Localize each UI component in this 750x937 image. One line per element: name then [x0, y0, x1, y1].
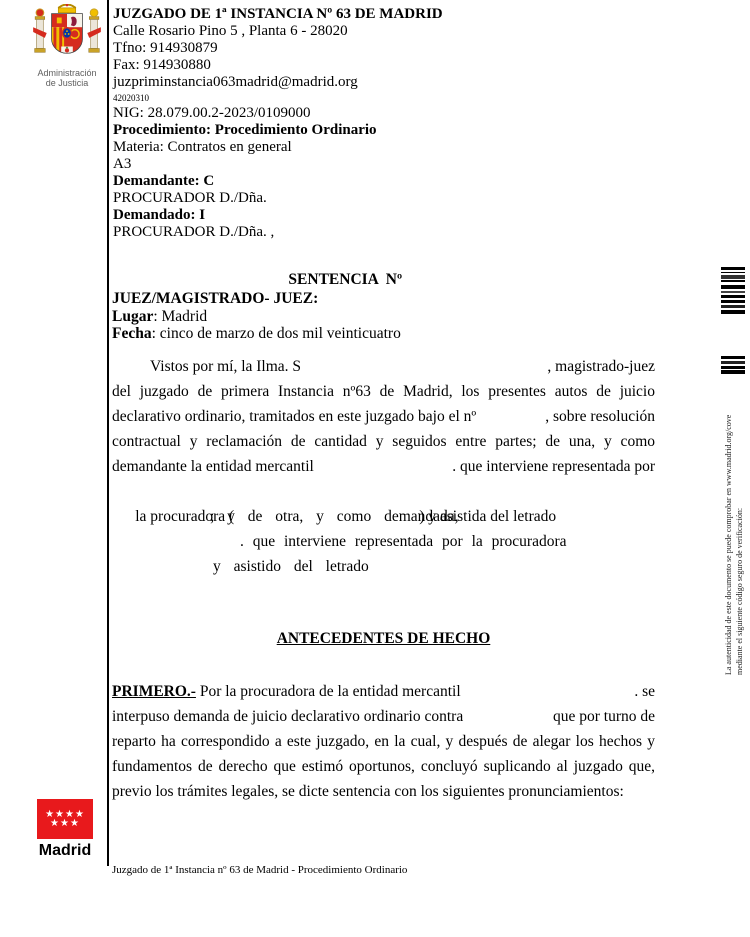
vistos-line-5-left: demandante la entidad mercantil	[112, 458, 314, 475]
place-label: Lugar	[112, 307, 154, 325]
logo-caption-line2: de Justicia	[45, 78, 89, 88]
spain-coat-of-arms-icon	[32, 4, 102, 62]
vistos-line-6-right: ) y asistida del letrado	[419, 508, 557, 525]
primero-line-5: previo los trámites legales, se dicte sentencia con los siguientes pronunciamientos:	[112, 783, 624, 800]
date-label: Fecha	[112, 325, 152, 342]
ref-code: A3	[113, 156, 132, 172]
document-code: 42020310	[113, 93, 149, 103]
justice-administration-logo	[26, 4, 108, 88]
matter: Materia: Contratos en general	[113, 139, 292, 155]
vistos-line-4: contractual y reclamación de cantidad y seguidos entre partes; de una, y como	[112, 433, 655, 450]
primero-line-1-left	[112, 679, 461, 704]
vistos-line-3	[112, 404, 655, 429]
primero-label: PRIMERO.-	[112, 683, 196, 700]
judge-line: JUEZ/MAGISTRADO- JUEZ:	[112, 290, 319, 307]
vistos-line-9: y asistido del letrado	[213, 558, 369, 575]
date-value: : cinco de marzo de dos mil veinticuatro	[151, 325, 401, 342]
vistos-line-6-left: la procuradora (	[135, 508, 235, 525]
barcode-icon-small	[721, 356, 745, 374]
primero-line-2	[112, 704, 655, 729]
procedure-type: Procedimiento: Procedimiento Ordinario	[113, 122, 377, 138]
madrid-flag-icon	[37, 799, 93, 839]
vistos-line-3-right: , sobre resolución	[545, 408, 655, 425]
primero-line-1-text: Por la procuradora de la entidad mercantil	[195, 683, 461, 700]
primero-line-2-left: interpuso demanda de juicio declarativo ordinario contra	[112, 708, 464, 725]
nig-number: NIG: 28.079.00.2-2023/0109000	[113, 105, 311, 121]
vistos-line-5-right: . que interviene representada por	[452, 458, 655, 475]
primero-line-3: reparto ha correspondido a este juzgado, en la cual, y después de alegar los hechos y	[112, 733, 655, 750]
place-value: : Madrid	[153, 307, 208, 325]
vistos-line-1-left: Vistos por mí, la Ilma. S	[150, 358, 302, 375]
header-divider-line	[107, 0, 109, 866]
footer-caption: Juzgado de 1ª Instancia nº 63 de Madrid - Procedimiento Ordinario	[112, 864, 408, 876]
court-header	[113, 6, 653, 241]
verification-line2: mediante el siguiente código seguro de verificación:	[735, 507, 744, 675]
verification-line1: La autenticidad de este documento se puede comprobar en www.madrid.org/cove	[724, 414, 733, 675]
logo-caption-line1: Administración	[37, 68, 97, 78]
primero-line-4: fundamentos de derecho que estimó oportunos, concluyó suplicando al juzgado que,	[112, 758, 655, 775]
antecedentes-heading-text: ANTECEDENTES DE HECHO	[276, 630, 491, 647]
madrid-stars-row1: ★★★★	[45, 808, 85, 820]
defendant-line: Demandado: I	[113, 207, 206, 223]
madrid-stars-row2: ★★★	[50, 817, 80, 829]
court-fax: Fax: 914930880	[113, 57, 211, 73]
madrid-logo	[30, 799, 100, 860]
court-email: juzpriminstancia063madrid@madrid.org	[113, 74, 358, 90]
primero-line-1-right: . se	[634, 683, 655, 700]
defendant-attorney-line: PROCURADOR D./Dña. ,	[113, 224, 275, 240]
primero-line-2-right: que por turno de	[552, 708, 655, 725]
vistos-line-7: ; y de otra, y como demandada,	[210, 508, 459, 525]
vistos-paragraph	[112, 354, 655, 579]
court-phone: Tfno: 914930879	[113, 40, 218, 56]
primero-paragraph	[112, 679, 655, 804]
sentencia-heading-text: SENTENCIA Nº	[288, 271, 403, 288]
place-line	[112, 308, 401, 326]
vistos-line-1	[112, 354, 655, 379]
court-address: Calle Rosario Pino 5 , Planta 6 - 28020	[113, 23, 348, 39]
barcode-icon	[721, 267, 745, 314]
logo-caption	[26, 68, 108, 88]
vistos-line-5	[112, 454, 655, 479]
vistos-line-8: . que interviene representada por la procuradora	[240, 533, 567, 550]
madrid-label: Madrid	[38, 842, 92, 859]
vistos-line-3-left: declarativo ordinario, tramitados en este juzgado bajo el nº	[112, 408, 477, 425]
plaintiff-attorney-line: PROCURADOR D./Dña.	[113, 190, 267, 206]
judge-block	[112, 290, 401, 343]
primero-line-1	[112, 679, 655, 704]
verification-sidebar-text	[723, 385, 747, 675]
antecedentes-heading	[112, 630, 655, 648]
vistos-line-1-right: , magistrado-juez	[547, 358, 655, 375]
vistos-line-2: del juzgado de primera Instancia nº63 de Madrid, los presentes autos de juicio	[112, 383, 655, 400]
court-title: JUZGADO DE 1ª INSTANCIA Nº 63 DE MADRID	[113, 6, 443, 22]
plaintiff-line: Demandante: C	[113, 173, 215, 189]
date-line	[112, 325, 401, 343]
